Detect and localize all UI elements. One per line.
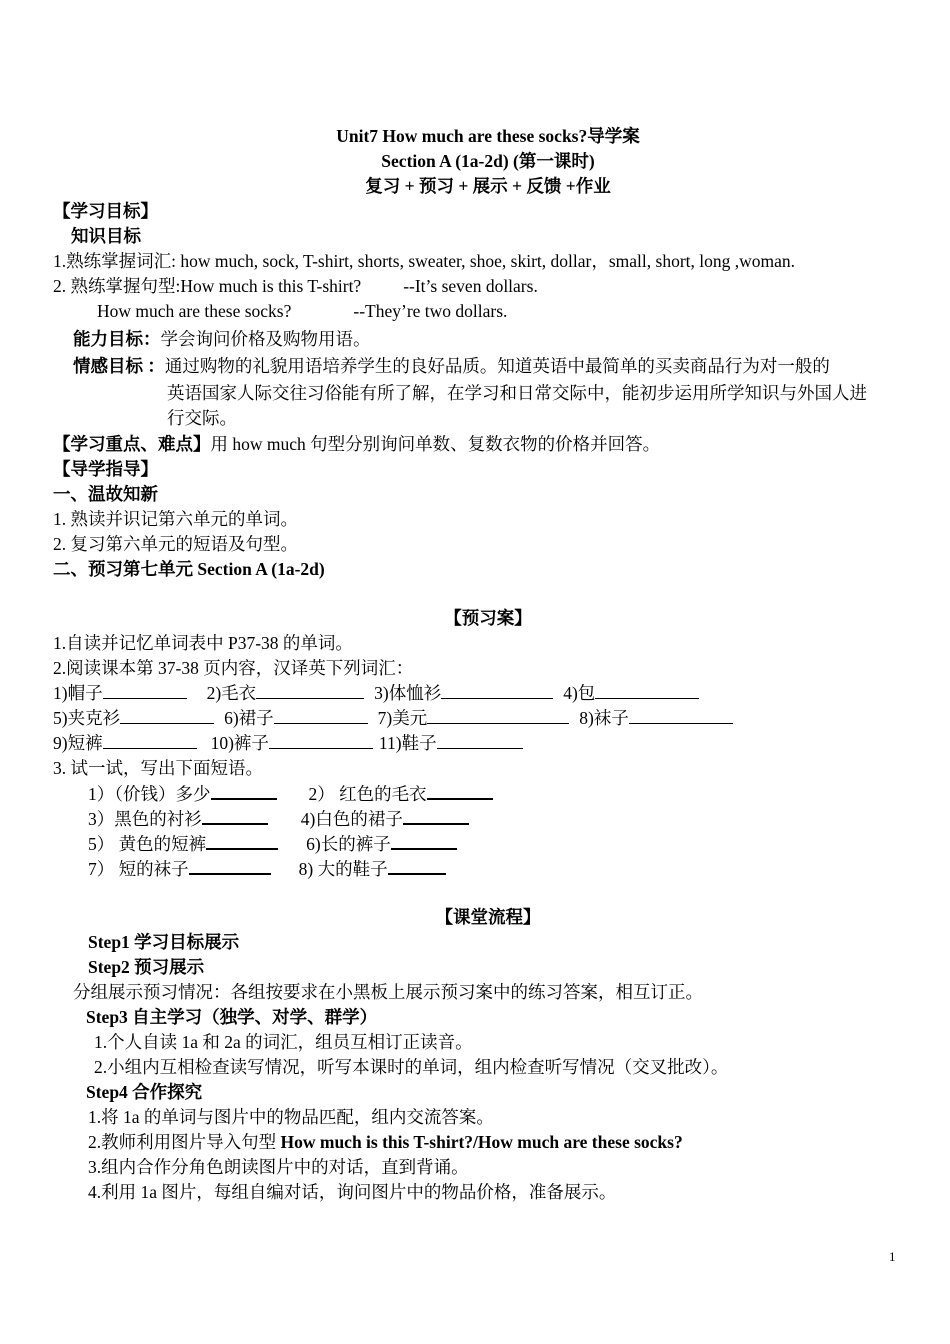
emotion-label: 情感目标 ： bbox=[73, 356, 165, 376]
phrase-how-much: 1）（价钱）多少 bbox=[88, 784, 211, 804]
vocab-hat: 1)帽子 bbox=[53, 683, 103, 703]
step-1: Step1 学习目标展示 bbox=[88, 932, 240, 952]
knowledge-item-2 bbox=[53, 274, 538, 298]
step-4: Step4 合作探究 bbox=[86, 1082, 203, 1102]
step-4-item-2-sentences: How much is this T-shirt?/How much are these socks? bbox=[280, 1132, 683, 1152]
step-4-item-3: 3.组内合作分角色朗读图片中的对话，直到背诵。 bbox=[88, 1157, 469, 1177]
answer-blank[interactable] bbox=[206, 831, 278, 850]
answer-blank[interactable] bbox=[120, 706, 214, 724]
phrase-black-shirt: 3）黑色的衬衫 bbox=[88, 809, 202, 829]
phrase-row-4 bbox=[88, 856, 446, 881]
phrase-row-1 bbox=[88, 781, 493, 806]
key-points-label: 【学习重点、难点】 bbox=[53, 434, 211, 454]
phrase-row-2 bbox=[88, 806, 469, 831]
key-points bbox=[53, 432, 660, 456]
vocab-row-3 bbox=[53, 731, 523, 755]
sentence-question-2: How much are these socks? bbox=[97, 301, 292, 321]
vocab-jacket: 5)夹克衫 bbox=[53, 708, 121, 728]
phrase-long-trousers: 6)长的裤子 bbox=[306, 834, 391, 854]
emotion-text-line-2: 英语国家人际交往习俗能有所了解，在学习和日常交际中，能初步运用所学知识与外国人进 bbox=[167, 383, 867, 403]
vocab-row-2 bbox=[53, 706, 733, 730]
answer-blank[interactable] bbox=[403, 806, 469, 825]
answer-blank[interactable] bbox=[391, 831, 457, 850]
answer-blank[interactable] bbox=[211, 781, 277, 800]
knowledge-label: 知识目标 bbox=[71, 226, 141, 246]
vocab-bag: 4)包 bbox=[563, 683, 596, 703]
vocab-row-1 bbox=[53, 681, 699, 705]
phrase-row-3 bbox=[88, 831, 457, 856]
sentence-question-1: 2. 熟练掌握句型:How much is this T-shirt? bbox=[53, 276, 362, 296]
answer-blank[interactable] bbox=[256, 681, 364, 699]
guide-heading: 【导学指导】 bbox=[53, 459, 158, 479]
classroom-heading: 【课堂流程】 bbox=[435, 907, 541, 927]
step-4-item-1: 1.将 1a 的单词与图片中的物品匹配，组内交流答案。 bbox=[88, 1107, 494, 1127]
answer-blank[interactable] bbox=[427, 781, 493, 800]
vocab-dollar: 7)美元 bbox=[377, 708, 428, 728]
emotion-text-line-3: 行交际。 bbox=[167, 408, 237, 428]
preview-heading: 【预习案】 bbox=[444, 608, 532, 628]
preview-item-3: 3. 试一试，写出下面短语。 bbox=[53, 758, 263, 778]
step-3-item-1: 1.个人自读 1a 和 2a 的词汇，组员互相订正读音。 bbox=[94, 1032, 473, 1052]
knowledge-item-1: 1.熟练掌握词汇: how much, sock, T-shirt, shorts, sweater, shoe, skirt, dollar，small, short, long ,woman. bbox=[53, 251, 796, 271]
preview-item-2: 2.阅读课本第 37-38 页内容，汉译英下列词汇： bbox=[53, 658, 414, 678]
step-2: Step2 预习展示 bbox=[88, 957, 205, 977]
ability-label: 能力目标： bbox=[73, 329, 161, 349]
vocab-shorts: 9)短裤 bbox=[53, 733, 103, 753]
answer-blank[interactable] bbox=[269, 731, 373, 749]
document-subtitle: Section A (1a-2d) (第一课时) bbox=[381, 151, 595, 171]
vocab-socks: 8)袜子 bbox=[579, 708, 629, 728]
phrase-red-sweater: 2） 红色的毛衣 bbox=[308, 784, 427, 804]
phrase-white-skirt: 4)白色的裙子 bbox=[300, 809, 403, 829]
review-section-title: 一、温故知新 bbox=[53, 484, 158, 504]
answer-blank[interactable] bbox=[189, 856, 271, 875]
vocab-tshirt: 3)体恤衫 bbox=[374, 683, 442, 703]
phrase-big-shoes: 8) 大的鞋子 bbox=[298, 859, 388, 879]
vocab-shoes: 11)鞋子 bbox=[378, 733, 437, 753]
document-flow: 复习 + 预习 + 展示 + 反馈 +作业 bbox=[365, 176, 611, 196]
step-4-item-2-prefix: 2.教师利用图片导入句型 bbox=[88, 1132, 281, 1152]
step-2-text: 分组展示预习情况：各组按要求在小黑板上展示预习案中的练习答案，相互订正。 bbox=[73, 982, 703, 1002]
emotion-text-line-1: 通过购物的礼貌用语培养学生的良好品质。知道英语中最简单的买卖商品行为对一般的 bbox=[164, 356, 830, 376]
step-4-item-4: 4.利用 1a 图片，每组自编对话，询问图片中的物品价格，准备展示。 bbox=[88, 1182, 617, 1202]
sentence-answer-1: --It’s seven dollars. bbox=[403, 276, 538, 296]
step-3: Step3 自主学习（独学、对学、群学） bbox=[86, 1007, 378, 1027]
vocab-trousers: 10)裤子 bbox=[210, 733, 269, 753]
answer-blank[interactable] bbox=[274, 706, 368, 724]
review-item-2: 2. 复习第六单元的短语及句型。 bbox=[53, 534, 298, 554]
document-title: Unit7 How much are these socks?导学案 bbox=[336, 126, 640, 146]
vocab-sweater: 2)毛衣 bbox=[206, 683, 257, 703]
answer-blank[interactable] bbox=[427, 706, 569, 724]
answer-blank[interactable] bbox=[103, 731, 197, 749]
answer-blank[interactable] bbox=[595, 681, 699, 699]
answer-blank[interactable] bbox=[388, 856, 446, 875]
page-number: 1 bbox=[889, 1249, 896, 1264]
answer-blank[interactable] bbox=[202, 806, 268, 825]
preview-item-1: 1.自读并记忆单词表中 P37-38 的单词。 bbox=[53, 633, 353, 653]
review-item-1: 1. 熟读并识记第六单元的单词。 bbox=[53, 509, 298, 529]
knowledge-item-3 bbox=[97, 299, 507, 323]
answer-blank[interactable] bbox=[103, 681, 187, 699]
ability-text: 学会询问价格及购物用语。 bbox=[160, 329, 371, 349]
vocab-skirt: 6)裙子 bbox=[224, 708, 274, 728]
key-points-text: 用 how much 句型分别询问单数、复数衣物的价格并回答。 bbox=[210, 434, 661, 454]
step-3-item-2: 2.小组内互相检查读写情况，听写本课时的单词，组内检查听写情况（交叉批改）。 bbox=[94, 1057, 729, 1077]
answer-blank[interactable] bbox=[441, 681, 553, 699]
emotion-goal bbox=[73, 354, 830, 378]
ability-goal bbox=[73, 327, 371, 351]
goals-heading: 【学习目标】 bbox=[53, 201, 158, 221]
answer-blank[interactable] bbox=[629, 706, 733, 724]
preview-section-title: 二、预习第七单元 Section A (1a-2d) bbox=[53, 559, 325, 579]
step-4-item-2 bbox=[88, 1130, 683, 1154]
phrase-short-socks: 7） 短的袜子 bbox=[88, 859, 189, 879]
phrase-yellow-shorts: 5） 黄色的短裤 bbox=[88, 834, 207, 854]
answer-blank[interactable] bbox=[437, 731, 523, 749]
sentence-answer-2: --They’re two dollars. bbox=[353, 301, 508, 321]
